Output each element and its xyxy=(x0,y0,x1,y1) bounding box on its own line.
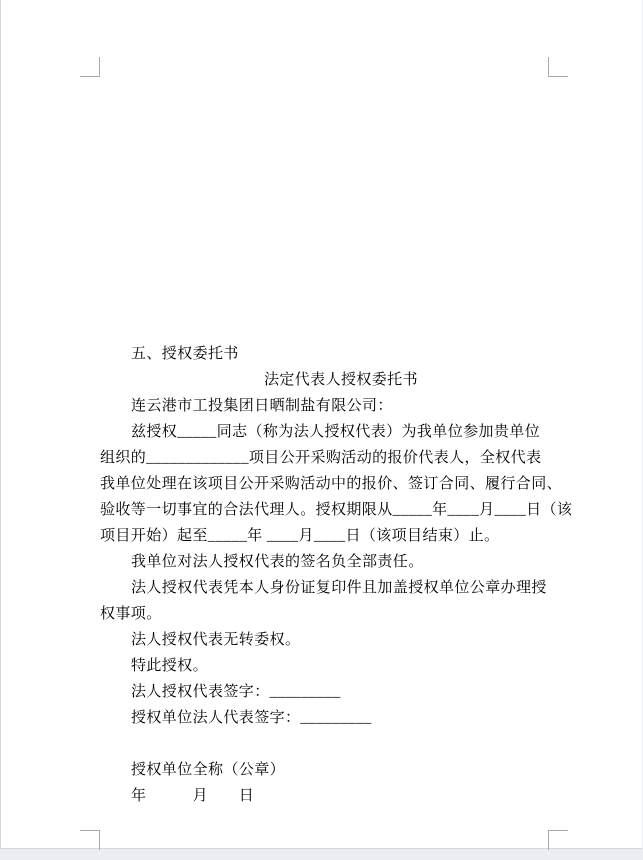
authorization-line-3: 我单位处理在该项目公开采购活动中的报价、签订合同、履行合同、 xyxy=(100,476,563,492)
id-clause-line-1: 法人授权代表凭本人身份证复印件且加盖授权单位公章办理授 xyxy=(131,580,547,596)
responsibility-line: 我单位对法人授权代表的签名负全部责任。 xyxy=(131,554,424,570)
authorization-line-1: 兹授权_____同志（称为法人授权代表）为我单位参加贵单位 xyxy=(131,424,541,440)
document-body xyxy=(100,341,573,809)
blank-line xyxy=(100,731,558,757)
legal-rep-signature-line: 授权单位法人代表签字：_________ xyxy=(131,710,372,726)
unit-name-seal-line: 授权单位全称（公章） xyxy=(131,762,286,778)
section-heading: 五、授权委托书 xyxy=(131,346,239,362)
salutation-line: 连云港市工投集团日晒制盐有限公司： xyxy=(131,398,393,414)
document-title: 法定代表人授权委托书 xyxy=(263,372,418,388)
hereby-authorize-line: 特此授权。 xyxy=(131,658,209,674)
rep-signature-line: 法人授权代表签字：_________ xyxy=(131,684,341,700)
no-delegation-line: 法人授权代表无转委权。 xyxy=(131,632,301,648)
id-clause-line-2: 权事项。 xyxy=(100,606,162,622)
date-line: 年 月 日 xyxy=(131,788,255,804)
authorization-line-2: 组织的_____________项目公开采购活动的报价代表人，全权代表 xyxy=(100,450,542,466)
margin-crop-mark-top-left xyxy=(80,57,100,77)
margin-crop-mark-top-right xyxy=(548,57,568,77)
authorization-line-5: 项目开始）起至_____年 ____月____日（该项目结束）止。 xyxy=(100,528,500,544)
authorization-line-4: 验收等一切事宜的合法代理人。授权期限从_____年____月____日（该 xyxy=(100,502,573,518)
margin-crop-mark-bottom-right xyxy=(548,830,568,850)
margin-crop-mark-bottom-left xyxy=(80,830,100,850)
